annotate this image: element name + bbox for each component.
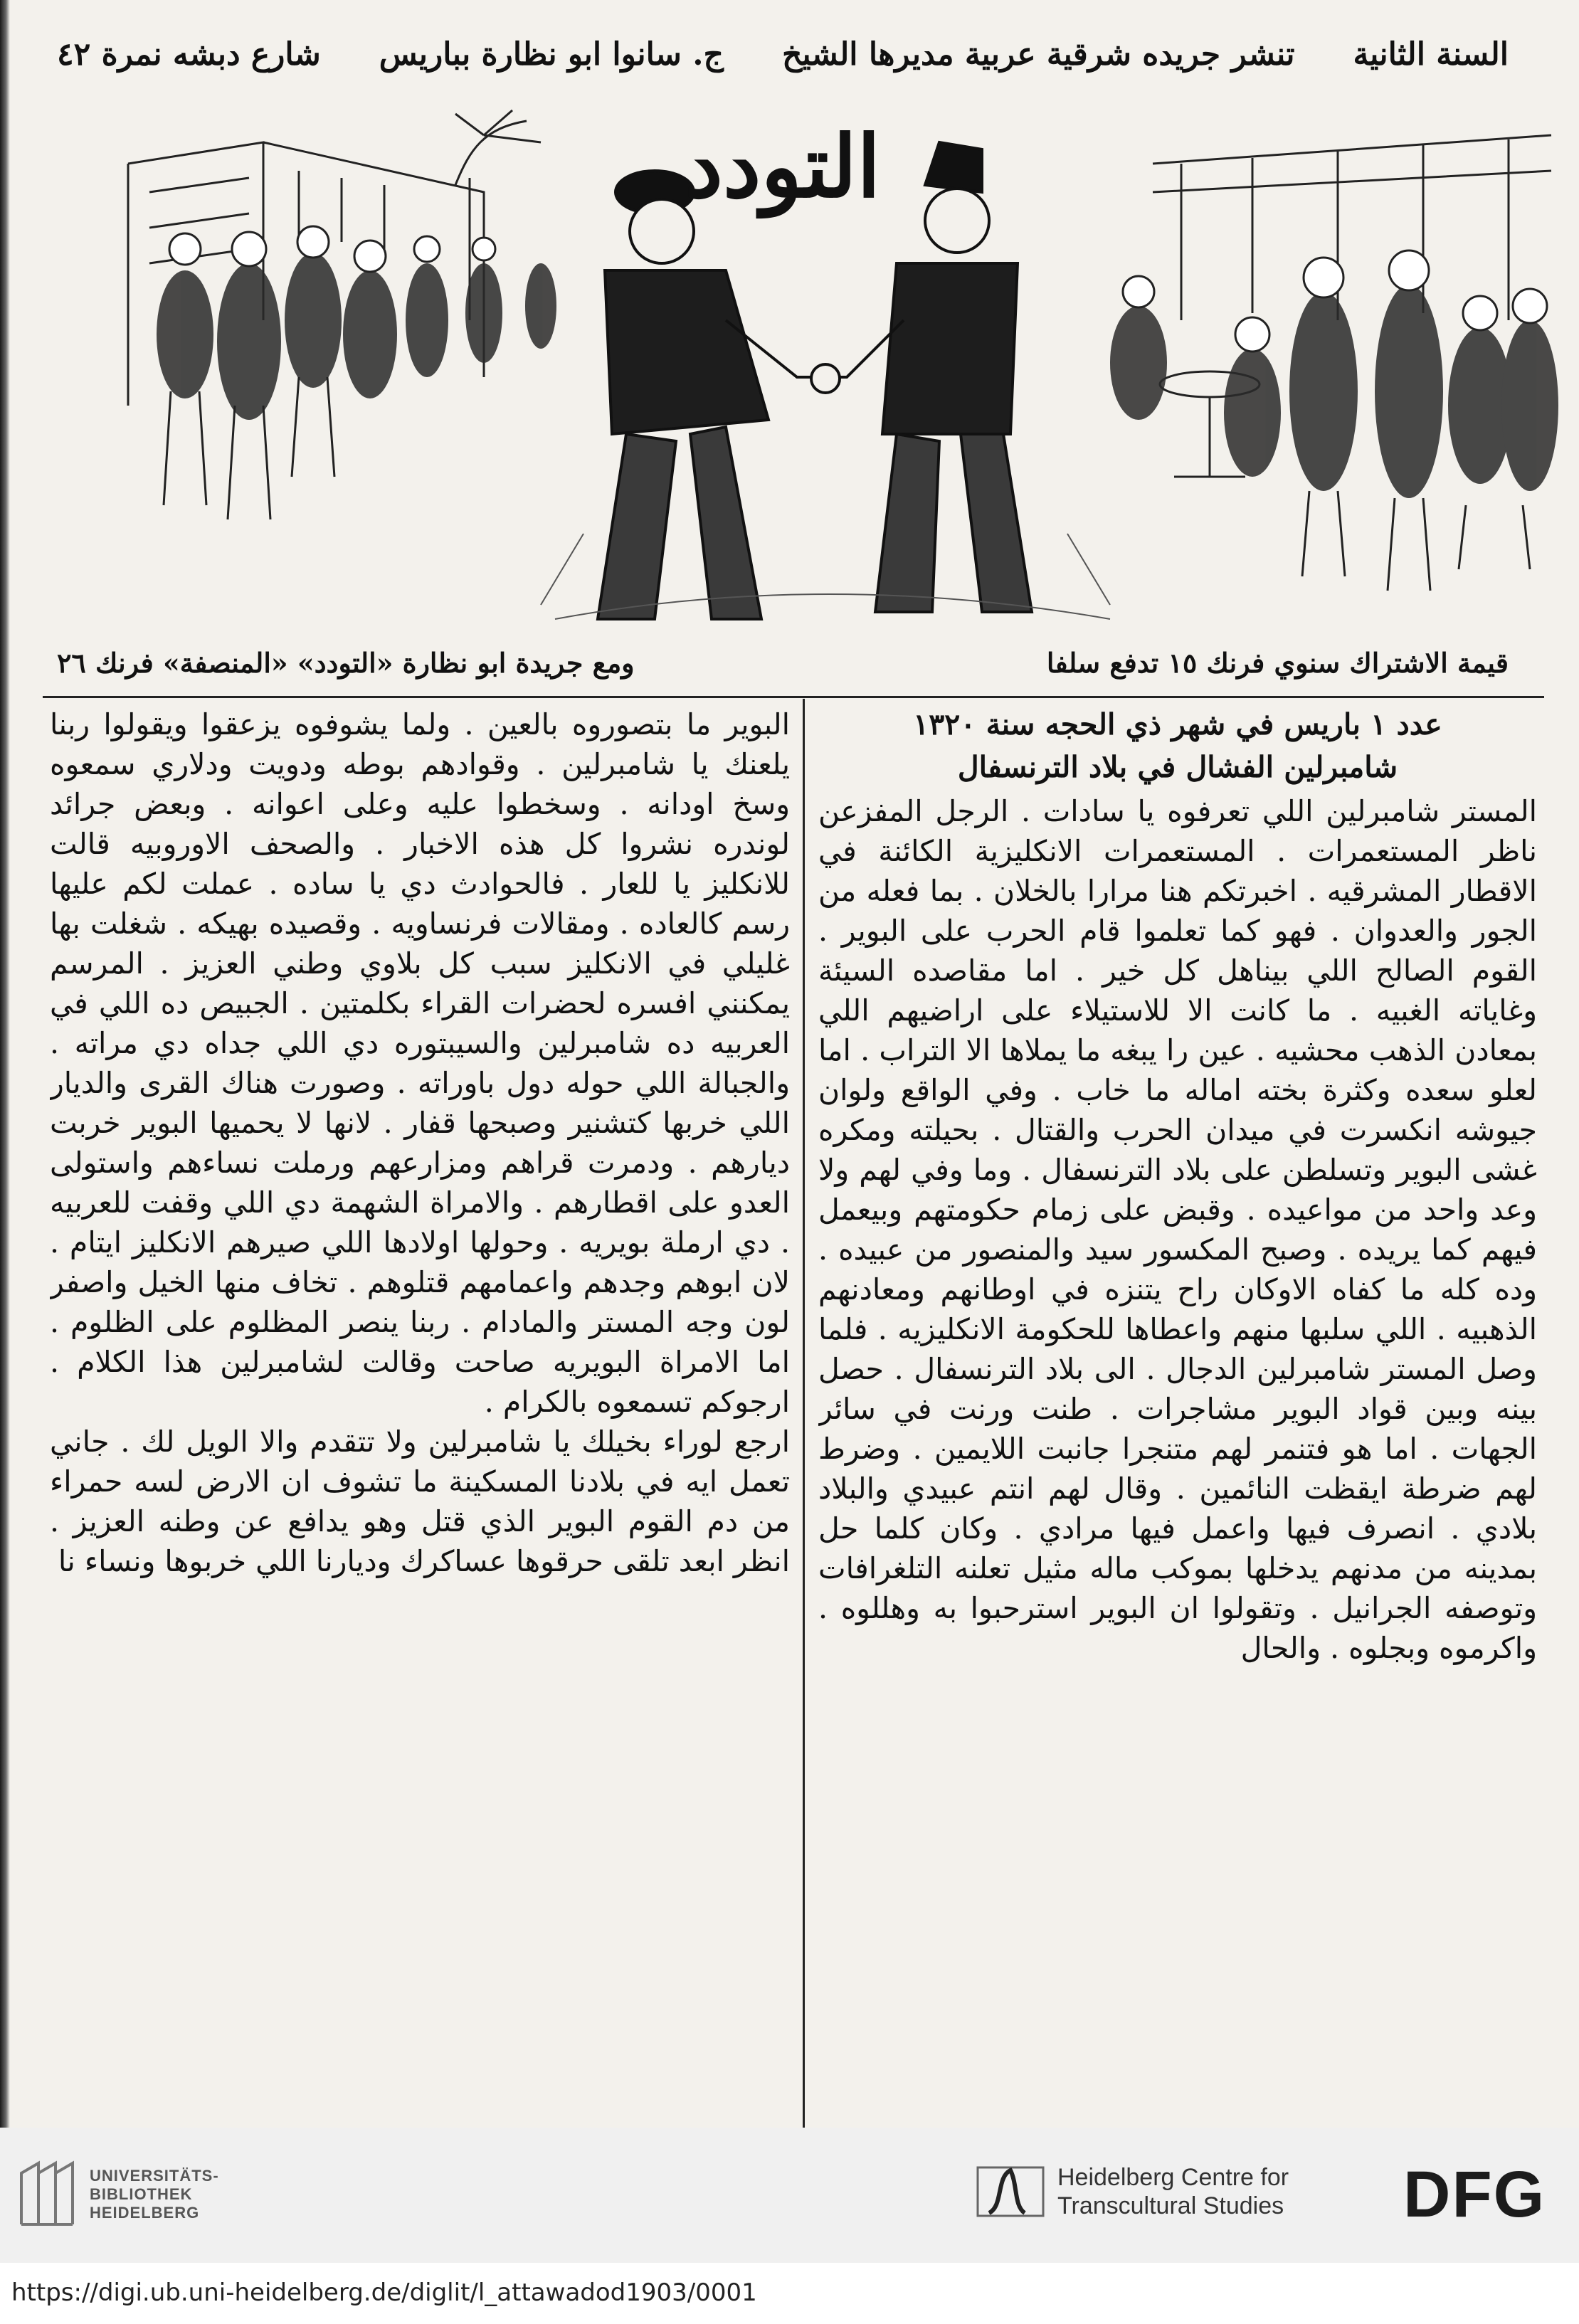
subscription-price: قيمة الاشتراك سنوي فرنك ١٥ تدفع سلفا [1046, 646, 1509, 679]
library-name-line: HEIDELBERG [90, 2204, 200, 2222]
issue-dateline: عدد ١ باريس في شهر ذي الحجه سنة ١٣٢٠ [913, 707, 1442, 741]
digitization-footer [0, 2128, 1579, 2263]
hcts-logo[interactable] [975, 2163, 1289, 2220]
university-library-logo[interactable] [17, 2159, 219, 2230]
hcts-name-line: Heidelberg Centre for [1057, 2164, 1289, 2191]
page-binding-shadow [0, 0, 10, 2128]
library-name [90, 2167, 219, 2222]
library-name-line: BIBLIOTHEK [90, 2185, 193, 2203]
dfg-logo[interactable]: DFG [1403, 2158, 1546, 2231]
column-divider [803, 699, 805, 2128]
masthead-description: تنشر جريده شرقية عربية مديرها الشيخ [781, 36, 1295, 73]
left-column [50, 704, 790, 2120]
hcts-emblem-icon [975, 2163, 1046, 2220]
subscription-line [57, 638, 1509, 687]
article-heading: شامبرلين الفشال في بلاد الترنسفال [957, 750, 1398, 784]
source-url-bar [0, 2263, 1579, 2324]
header-rule [43, 696, 1544, 698]
hcts-name [1057, 2163, 1289, 2220]
article-paragraph: المستر شامبرلين اللي تعرفوه يا سادات . الرجل المفزعن ناظر المستعمرات . المستعمرات الانكليزية الكائنة في الاقطار المشرقيه . اخبرتكم هنا مرارا بالخلان . بما فعله من الجور والعدوان . فهو كما تعلموا قام الحرب على البوير . القوم الصالح اللي بيناهل كل خير . اما مقاصده السيئة وغاياته الغبيه . ما كانت الا للاستيلاء على اراضيهم اللي بمعادن الذهب محشيه . عين را يبغه ما يملاها الا التراب . اما لعلو سعده وكثرة بخته اماله ما خاب . وفي الواقع ولوان جيوشه انكسرت في ميدان الحرب والقتال . بحيلته ومكره غشى البوير وتسلطن على بلاد الترنسفال . وما وفي لهم ولا وعد واحد من مواعيده . وقبض على زمام حكومتهم وبيعمل فيهم كما يريده . وصبح المكسور سيد والمنصور من عبيده . وده كله ما كفاه الاوكان راح يتنزه في اوطانهم ومعادنهم الذهبيه . اللي سلبها منهم واعطاها للحكومة الانكليزيه . فلما وصل المستر شامبرلين الدجال . الى بلاد الترنسفال . حصل بينه وبين قواد البوير مشاجرات . طنت ورنت في سائر الجهات . اما هو فتنمر لهم متنجرا جانبت اللايمين . وضرط لهم ضرطة ايقظت النائمين . وقال لهم انتم عبيدي والبلاد بلادي . انصرف فيها واعمل فيها مرادي . وكان كلما حل بمدينه من مدنهم يدخلها بموكب ماله مثيل تعلنه التلغرافات وتوصفه الجرانيل . وتقولوا ان البوير استرحبوا به وهللوه . واكرموه وبجلوه . والحال [818, 794, 1537, 1665]
masthead-director: ج. سانوا ابو نظارة بباريس [379, 36, 724, 73]
source-url[interactable]: https://digi.ub.uni-heidelberg.de/diglit/l_attawadod1903/0001 [11, 2278, 757, 2307]
hcts-name-line: Transcultural Studies [1057, 2192, 1284, 2219]
library-name-line: UNIVERSITÄTS- [90, 2167, 219, 2185]
masthead-line [57, 26, 1509, 83]
library-emblem-icon [17, 2159, 77, 2230]
article-paragraph: ارجع لوراء بخيلك يا شامبرلين ولا تتقدم والا الويل لك . جاني تعمل ايه في بلادنا المسكينة ما تشوف ان الارض لسه حمراء من دم القوم البوير الذي قتل وهو يدافع عن وطنه العزيز . انظر ابعد تلقى حرقوها عساكرك وديارنا اللي خربوها ونساء نا [50, 1425, 790, 1578]
subscription-combined: ومع جريدة ابو نظارة «التودد» «المنصفة» فرنك ٢٦ [57, 646, 635, 679]
right-column [818, 704, 1537, 2120]
article-paragraph: البوير ما بتصوروه بالعين . ولما يشوفوه يزعقوا ويقولوا ربنا يلعنك يا شامبرلين . وقوادهم بوطه ودويت ودلاري سمعوه وسخ اودانه . وسخطوا عليه وعلى اعوانه . وبعض جرائد لوندره نشروا كل هذه الاخبار . والصحف الاوروبيه قالت للانكليز يا للعار . فالحوادث دي يا ساده . عملت لكم عليها رسم كالعاده . ومقالات فرنساويه . وقصيده بهيكه . شغلت بها غليلي في الانكليز سبب كل بلاوي وطني العزيز . المرسم يمكنني افسره لحضرات القراء بكلمتين . الجبيص ده اللي في العربيه ده شامبرلين والسيبتوره دي اللي جداه دي مراته . والجبالة اللي حوله دول باوراته . وصورت هناك القرى والديار اللي خربها كتشنير وصبحها قفار . لانها لا يحميها البوير خربت ديارهم . ودمرت قراهم ومزارعهم ورملت نساءهم واستولى العدو على اقطارهم . والامراة الشهمة دي اللي وقفت للعربيه . دي ارملة بويريه . وحولها اولادها اللي صيرهم الانكليز ايتام . لان ابوهم وجدهم واعمامهم قتلوهم . تخاف منها الخيل واصفر لون وجه المستر والمادام . ربنا ينصر المظلوم على الظلوم . اما الامراة البويريه صاحت وقالت لشامبرلين هذا الكلام . ارجوكم تسمعوه بالكرام . [50, 707, 790, 1419]
newspaper-title: التودد [685, 117, 881, 217]
masthead-address: شارع دبشه نمرة ٤٢ [57, 36, 321, 73]
masthead-issue: السنة الثانية [1353, 36, 1509, 73]
